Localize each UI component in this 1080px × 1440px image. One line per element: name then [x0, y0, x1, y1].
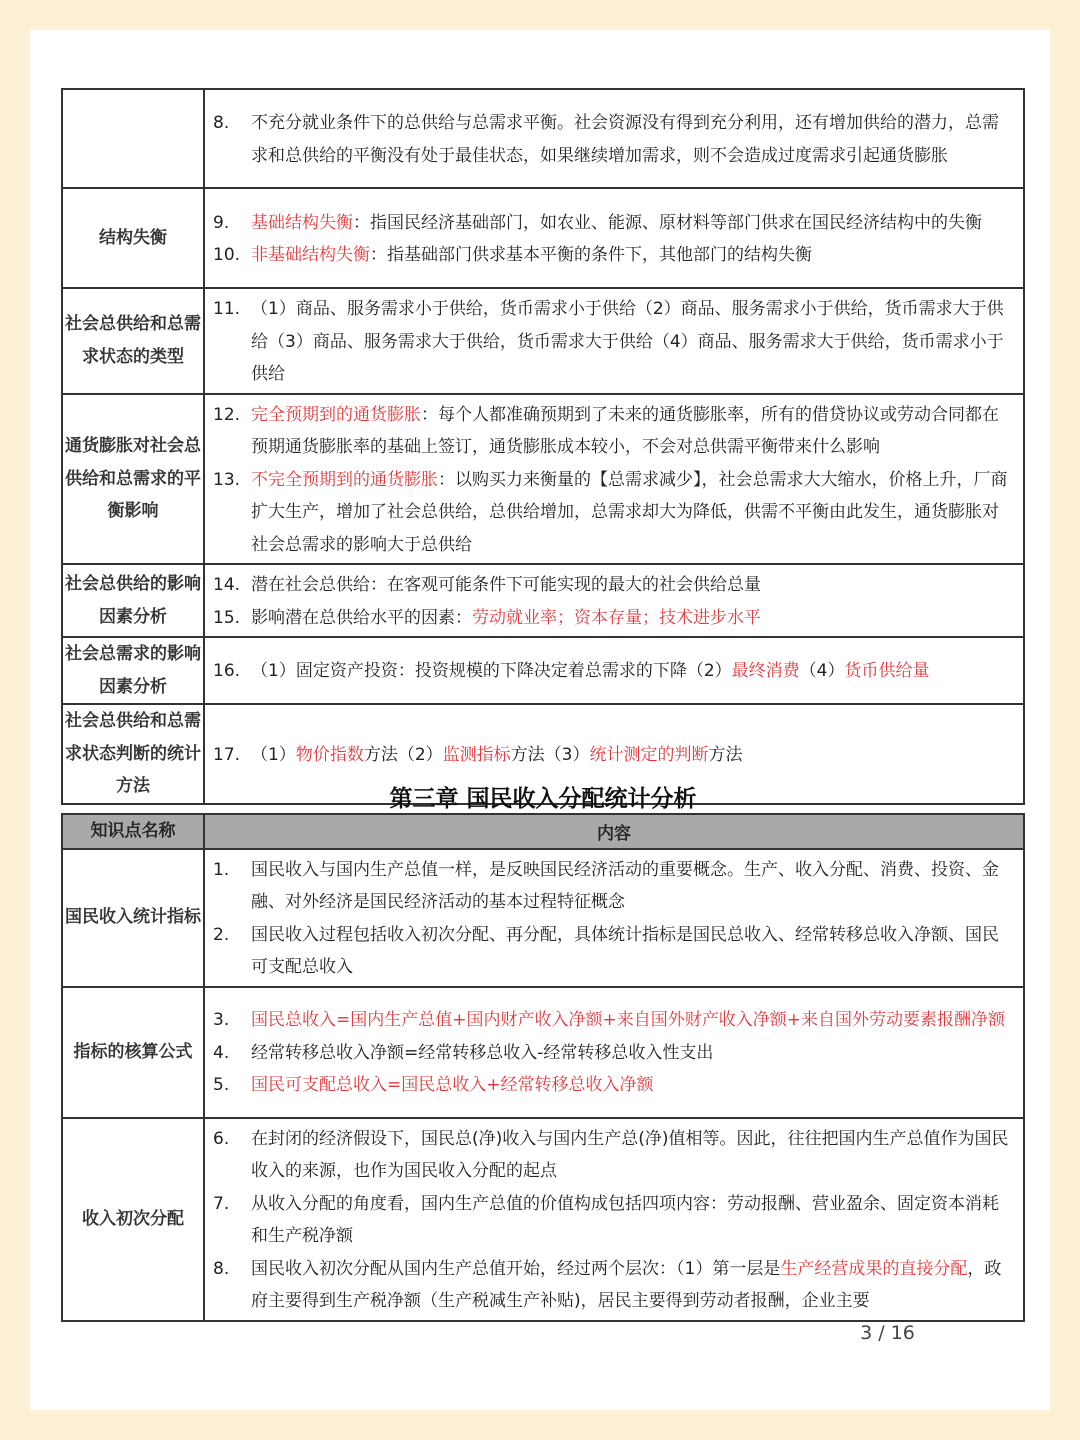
- text-segment: 方法（3）: [510, 744, 590, 765]
- list-item: [213, 569, 1015, 602]
- table-row: [62, 288, 1024, 394]
- list-item: [213, 1004, 1015, 1037]
- item-text: [251, 107, 1015, 172]
- content-cell: [204, 987, 1024, 1118]
- item-text: [251, 854, 1015, 919]
- item-number: 11.: [213, 299, 241, 319]
- text-segment: ：指基础部门供求基本平衡的条件下，其他部门的结构失衡: [370, 245, 812, 265]
- table-row: [62, 1118, 1024, 1321]
- item-text: [251, 919, 1015, 984]
- text-segment: 从收入分配的角度看，国内生产总值的价值构成包括四项内容：劳动报酬、营业盈余、固定资本消耗和生产税净额: [251, 1193, 999, 1246]
- highlight-text: 国民总收入=国内生产总值+国内财产收入净额+来自国外财产收入净额+来自国外劳动要素报酬净额: [251, 1010, 1005, 1031]
- highlight-text: 生产经营成果的直接分配: [780, 1258, 968, 1279]
- list-item: [213, 399, 1015, 464]
- item-number: 4.: [213, 1042, 230, 1063]
- table-row: [62, 637, 1024, 704]
- table-row: [62, 394, 1024, 565]
- item-number: 2.: [213, 924, 230, 945]
- text-segment: ：以购买力来衡量的【总需求减少】，社会总需求大大缩水，价格上升，厂商扩大生产，增加了社会总供给，总供给增加，总需求却大为降低，供需不平衡由此发生，通货膨胀对社会总需求的影响大于总供给: [251, 469, 1008, 555]
- item-number: 8.: [213, 113, 230, 133]
- list-item: [213, 1253, 1015, 1318]
- item-text: [251, 399, 1015, 464]
- item-text: [251, 1004, 1005, 1037]
- knowledge-point-name: [62, 89, 204, 188]
- knowledge-point-name: 通货膨胀对社会总供给和总需求的平衡影响: [62, 394, 204, 565]
- list-item: [213, 107, 1015, 172]
- text-segment: 经常转移总收入净额=经常转移总收入-经常转移总收入性支出: [251, 1042, 714, 1063]
- item-number: 12.: [213, 404, 241, 425]
- table-row: [62, 564, 1024, 637]
- header-content: 内容: [204, 814, 1024, 849]
- item-number: 8.: [213, 1258, 230, 1279]
- page-number: 3 / 16: [860, 1322, 915, 1344]
- item-number: 17.: [213, 744, 241, 765]
- item-number: 7.: [213, 1193, 230, 1214]
- chapter-title: 第三章 国民收入分配统计分析: [389, 786, 697, 812]
- content-cell: [204, 394, 1024, 565]
- header-knowledge-point: 知识点名称: [62, 814, 204, 849]
- knowledge-point-name: 社会总供给和总需求状态判断的统计方法: [62, 704, 204, 804]
- highlight-text: 统计测定的判断: [589, 744, 709, 765]
- item-text: [251, 464, 1015, 562]
- item-number: 5.: [213, 1075, 230, 1096]
- item-number: 15.: [213, 607, 241, 628]
- highlight-text: 劳动就业率；资本存量；技术进步水平: [472, 607, 761, 628]
- knowledge-point-name: 国民收入统计指标: [62, 849, 204, 987]
- list-item: [213, 1188, 1015, 1253]
- item-number: 6.: [213, 1128, 230, 1149]
- content-cell: [204, 849, 1024, 987]
- text-segment: 方法（2）: [363, 744, 443, 765]
- text-segment: （1）: [251, 744, 296, 765]
- list-item: [213, 854, 1015, 919]
- list-item: [213, 655, 1015, 688]
- item-text: [251, 293, 1015, 391]
- item-text: [251, 1069, 654, 1102]
- item-number: 16.: [213, 661, 241, 682]
- text-segment: 影响潜在总供给水平的因素：: [251, 607, 472, 628]
- highlight-text: 物价指数: [295, 744, 364, 765]
- item-text: [251, 1123, 1015, 1188]
- highlight-text: 最终消费: [731, 661, 800, 682]
- content-cell: [204, 1118, 1024, 1321]
- item-text: [251, 602, 761, 635]
- highlight-text: 基础结构失衡: [251, 212, 353, 233]
- text-segment: 潜在社会总供给：在客观可能条件下可能实现的最大的社会供给总量: [251, 575, 761, 595]
- highlight-text: 非基础结构失衡: [251, 245, 370, 265]
- highlight-text: 国民可支配总收入=国民总收入+经常转移总收入净额: [251, 1075, 654, 1096]
- text-segment: （1）固定资产投资：投资规模的下降决定着总需求的下降（2）: [251, 661, 732, 682]
- list-item: [213, 293, 1015, 391]
- text-segment: 国民收入过程包括收入初次分配、再分配，具体统计指标是国民总收入、经常转移总收入净额、国民可支配总收入: [251, 924, 999, 977]
- list-item: [213, 464, 1015, 562]
- item-text: [251, 739, 742, 772]
- item-text: [251, 207, 982, 240]
- knowledge-point-name: 结构失衡: [62, 188, 204, 288]
- table-row: [62, 89, 1024, 188]
- item-text: [251, 655, 929, 688]
- item-text: [251, 1188, 1015, 1253]
- item-number: 13.: [213, 469, 241, 490]
- text-segment: 方法: [708, 744, 743, 765]
- content-cell: [204, 89, 1024, 188]
- highlight-text: 不完全预期到的通货膨胀: [251, 469, 438, 490]
- knowledge-point-name: 社会总需求的影响因素分析: [62, 637, 204, 704]
- text-segment: （4）: [799, 661, 845, 682]
- list-item: [213, 1123, 1015, 1188]
- item-number: 9.: [213, 212, 230, 233]
- content-cell: [204, 564, 1024, 637]
- list-item: [213, 739, 1015, 772]
- list-item: [213, 239, 1015, 272]
- knowledge-point-name: 社会总供给和总需求状态的类型: [62, 288, 204, 394]
- text-segment: ，政府主要得到生产税净额（生产税减生产补贴)，居民主要得到劳动者报酬，企业主要: [251, 1258, 1002, 1311]
- text-segment: 在封闭的经济假设下，国民总(净)收入与国内生产总(净)值相等。因此，往往把国内生产总值作为国民收入的来源，也作为国民收入分配的起点: [251, 1128, 1009, 1181]
- list-item: [213, 1037, 1015, 1070]
- text-segment: 不充分就业条件下的总供给与总需求平衡。社会资源没有得到充分利用，还有增加供给的潜力，总需求和总供给的平衡没有处于最佳状态，如果继续增加需求，则不会造成过度需求引起通货膨胀: [251, 113, 999, 166]
- knowledge-point-name: 收入初次分配: [62, 1118, 204, 1321]
- item-text: [251, 569, 761, 602]
- knowledge-point-name: 社会总供给的影响因素分析: [62, 564, 204, 637]
- content-cell: [204, 288, 1024, 394]
- highlight-text: 监测指标: [442, 744, 511, 765]
- item-number: 1.: [213, 859, 230, 880]
- list-item: [213, 1069, 1015, 1102]
- item-text: [251, 1037, 713, 1070]
- list-item: [213, 602, 1015, 635]
- highlight-text: 货币供给量: [844, 661, 930, 682]
- item-text: [251, 1253, 1015, 1318]
- table-header-row: [62, 814, 1024, 849]
- knowledge-table-chapter3: [61, 813, 1025, 1322]
- list-item: [213, 919, 1015, 984]
- text-segment: （1）商品、服务需求小于供给，货币需求小于供给（2）商品、服务需求小于供给，货币需求大于供给（3）商品、服务需求大于供给，货币需求大于供给（4）商品、服务需求大于供给，货币需求小于供给: [251, 299, 1004, 384]
- table-row: [62, 188, 1024, 288]
- knowledge-table-chapter2: [61, 88, 1025, 805]
- text-segment: ：每个人都准确预期到了未来的通货膨胀率，所有的借贷协议或劳动合同都在预期通货膨胀率的基础上签订，通货膨胀成本较小，不会对总供需平衡带来什么影响: [251, 404, 999, 457]
- item-text: [251, 239, 812, 272]
- content-cell: [204, 188, 1024, 288]
- highlight-text: 完全预期到的通货膨胀: [251, 404, 421, 425]
- table-row: [62, 849, 1024, 987]
- list-item: [213, 207, 1015, 240]
- text-segment: 国民收入初次分配从国内生产总值开始，经过两个层次：（1）第一层是: [251, 1258, 781, 1279]
- text-segment: 国民收入与国内生产总值一样，是反映国民经济活动的重要概念。生产、收入分配、消费、投资、金融、对外经济是国民经济活动的基本过程特征概念: [251, 859, 999, 912]
- content-cell: [204, 637, 1024, 704]
- item-number: 10.: [213, 245, 241, 265]
- item-number: 3.: [213, 1010, 230, 1031]
- table-row: [62, 987, 1024, 1118]
- item-number: 14.: [213, 575, 241, 595]
- text-segment: ：指国民经济基础部门，如农业、能源、原材料等部门供求在国民经济结构中的失衡: [353, 212, 982, 233]
- knowledge-point-name: 指标的核算公式: [62, 987, 204, 1118]
